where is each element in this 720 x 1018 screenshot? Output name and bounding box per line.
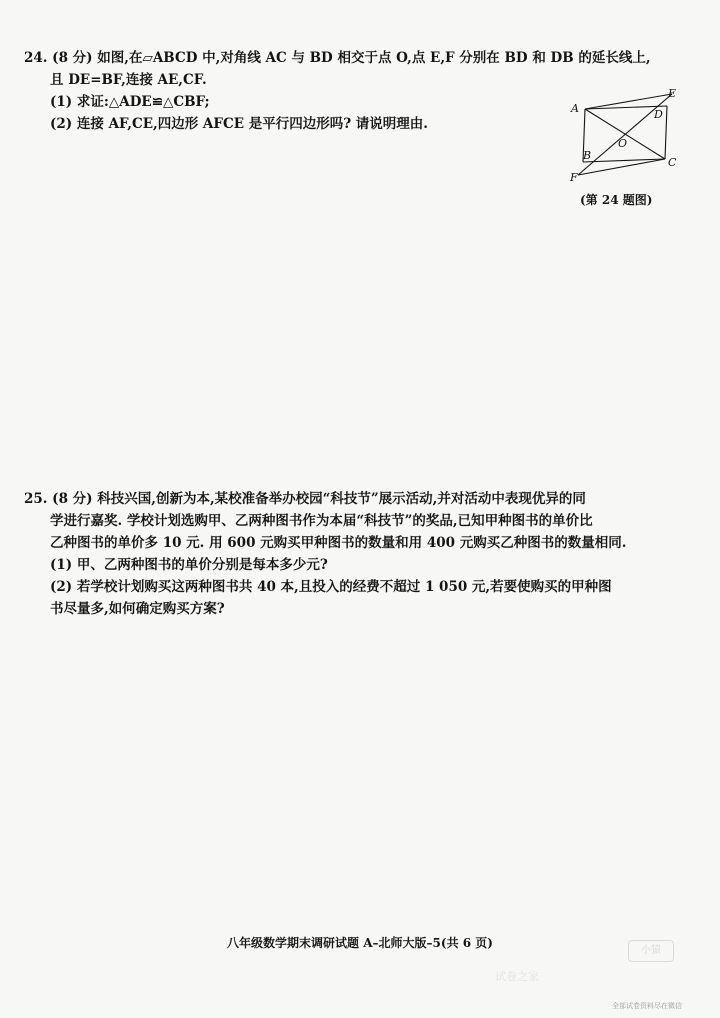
- label-c: C: [668, 156, 677, 169]
- page-footer: 八年级数学期末调研试题 A–北师大版–5(共 6 页): [227, 936, 493, 950]
- q25-part-2: (2) 若学校计划购买这两种图书共 40 本,且投入的经费不超过 1 050 元,若要使购买的甲种图: [50, 579, 612, 595]
- label-d: D: [654, 108, 663, 121]
- q25-line-3: 乙种图书的单价多 10 元. 用 600 元购买甲种图书的数量和用 400 元购买乙种图书的数量相同.: [50, 535, 627, 551]
- watermark-tiny: 全部试卷资料尽在微信: [612, 1002, 682, 1010]
- edge-dc: [665, 106, 667, 159]
- label-o: O: [618, 137, 628, 150]
- q25-line-2: 学进行嘉奖. 学校计划选购甲、乙两种图书作为本届“科技节”的奖品,已知甲种图书的单价比: [50, 513, 593, 529]
- line-fe: [578, 94, 672, 175]
- q24-line-1: 24. (8 分) 如图,在▱ABCD 中,对角线 AC 与 BD 相交于点 O,点 E,F 分别在 BD 和 DB 的延长线上,: [24, 50, 651, 66]
- figure-caption: (第 24 题图): [580, 193, 653, 207]
- q24-part-1: (1) 求证:△ADE≌△CBF;: [50, 94, 210, 110]
- label-a: A: [571, 102, 579, 115]
- q25-line-1: 25. (8 分) 科技兴国,创新为本,某校准备举办校园“科技节”展示活动,并对活动中表现优异的同: [24, 491, 586, 507]
- label-b: B: [583, 149, 592, 162]
- watermark-badge: 小猿: [628, 940, 674, 962]
- label-f: F: [570, 171, 578, 184]
- watermark-faint: 试卷之家: [495, 970, 539, 983]
- q24-line-2: 且 DE=BF,连接 AE,CF.: [50, 72, 207, 88]
- question-25: [24, 488, 692, 620]
- q24-part-2: (2) 连接 AF,CE,四边形 AFCE 是平行四边形吗? 请说明理由.: [50, 116, 429, 132]
- label-e: E: [668, 87, 677, 100]
- q25-part-1: (1) 甲、乙两种图书的单价分别是每本多少元?: [50, 557, 328, 573]
- parallelogram-figure: [560, 84, 690, 184]
- q25-part-2-cont: 书尽量多,如何确定购买方案?: [50, 601, 225, 617]
